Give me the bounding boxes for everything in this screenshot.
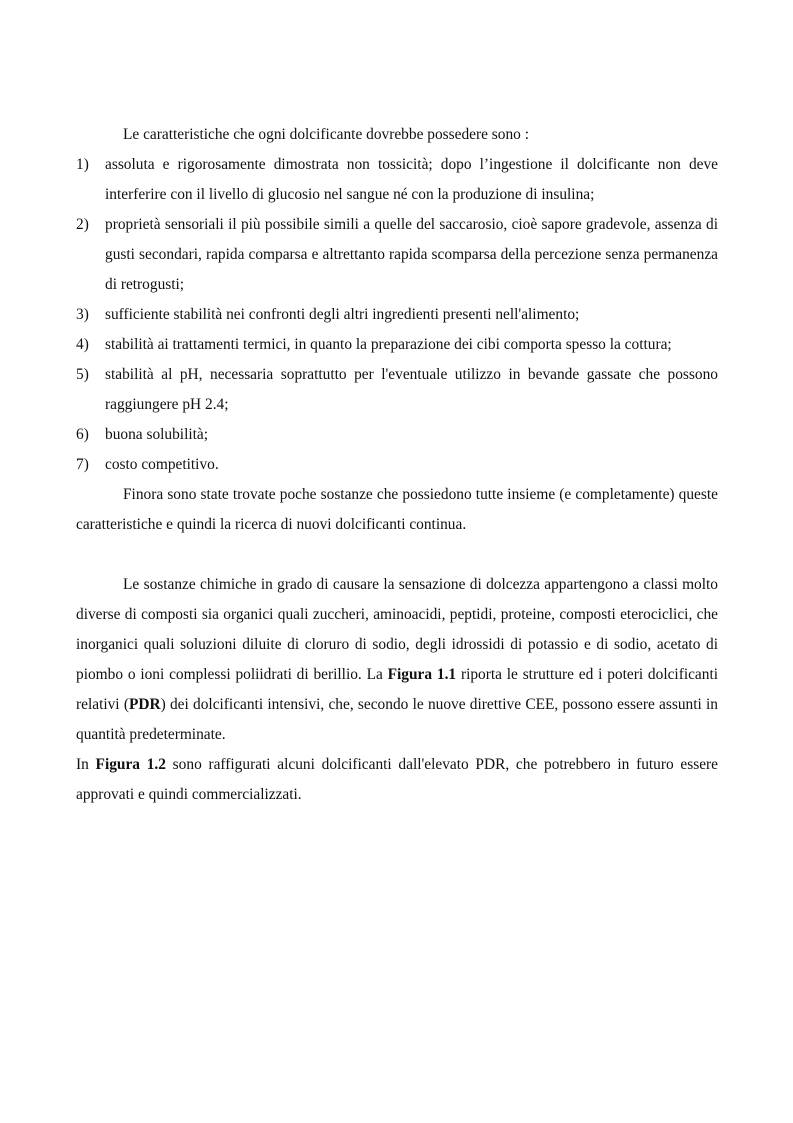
list-item-number: 3) <box>76 306 89 323</box>
paragraph-spacer <box>76 540 718 570</box>
list-item-text: stabilità ai trattamenti termici, in quanto la preparazione dei cibi comporta spesso la cottura; <box>105 336 672 353</box>
sostanze-text-3: ) dei dolcificanti intensivi, che, secondo le nuove direttive CEE, possono essere assunti in quantità predeterminate. <box>76 696 718 743</box>
list-item-number: 5) <box>76 366 89 383</box>
figure-1-2-reference: Figura 1.2 <box>95 756 166 773</box>
finora-paragraph: Finora sono state trovate poche sostanze che possiedono tutte insieme (e completamente) queste caratteristiche e quindi la ricerca di nuovi dolcificanti continua. <box>76 486 718 533</box>
list-item-text: buona solubilità; <box>105 426 209 443</box>
list-item-text: stabilità al pH, necessaria soprattutto per l'eventuale utilizzo in bevande gassate che possono raggiungere pH 2.4; <box>105 366 718 413</box>
list-item-number: 7) <box>76 456 89 473</box>
characteristics-list <box>76 150 718 480</box>
list-item <box>76 450 718 480</box>
pdr-abbreviation: PDR <box>128 696 161 713</box>
list-item <box>76 360 718 420</box>
list-item-number: 2) <box>76 216 89 233</box>
list-item-number: 1) <box>76 156 89 173</box>
document-page <box>76 120 718 810</box>
figura-text-1: In <box>76 756 96 773</box>
figure-1-1-reference: Figura 1.1 <box>387 666 457 683</box>
list-item-text: assoluta e rigorosamente dimostrata non tossicità; dopo l’ingestione il dolcificante non deve interferire con il livello di glucosio nel sangue né con la produzione di insulina; <box>105 156 718 203</box>
figura-text-2: sono raffigurati alcuni dolcificanti dall'elevato PDR, che potrebbero in futuro essere approvati e quindi commercializzati. <box>76 756 718 803</box>
figura-paragraph <box>76 750 718 810</box>
list-item-number: 4) <box>76 336 89 353</box>
list-item <box>76 420 718 450</box>
sostanze-text-2: riporta le strutture ed i poteri dolcificanti relativi ( <box>76 666 719 713</box>
list-item-text: sufficiente stabilità nei confronti degli altri ingredienti presenti nell'alimento; <box>105 306 580 323</box>
intro-paragraph: Le caratteristiche che ogni dolcificante dovrebbe possedere sono : <box>123 126 529 143</box>
list-item <box>76 210 718 300</box>
list-item-number: 6) <box>76 426 89 443</box>
list-item-text: proprietà sensoriali il più possibile simili a quelle del saccarosio, cioè sapore gradevole, assenza di gusti secondari, rapida comparsa e altrettanto rapida scomparsa della percezione senza permanenza di retrogusti; <box>105 216 718 293</box>
sostanze-text-1: Le sostanze chimiche in grado di causare la sensazione di dolcezza appartengono a classi molto diverse di composti sia organici quali zuccheri, aminoacidi, peptidi, proteine, composti eterociclici, che inorganici quali soluzioni diluite di cloruro di sodio, degli idrossidi di potassio e di sodio, acetato di piombo o ioni complessi poliidrati di berillio. La <box>76 576 718 683</box>
sostanze-paragraph <box>76 570 718 750</box>
list-item-text: costo competitivo. <box>105 456 219 473</box>
list-item <box>76 300 718 330</box>
list-item <box>76 330 718 360</box>
list-item <box>76 150 718 210</box>
